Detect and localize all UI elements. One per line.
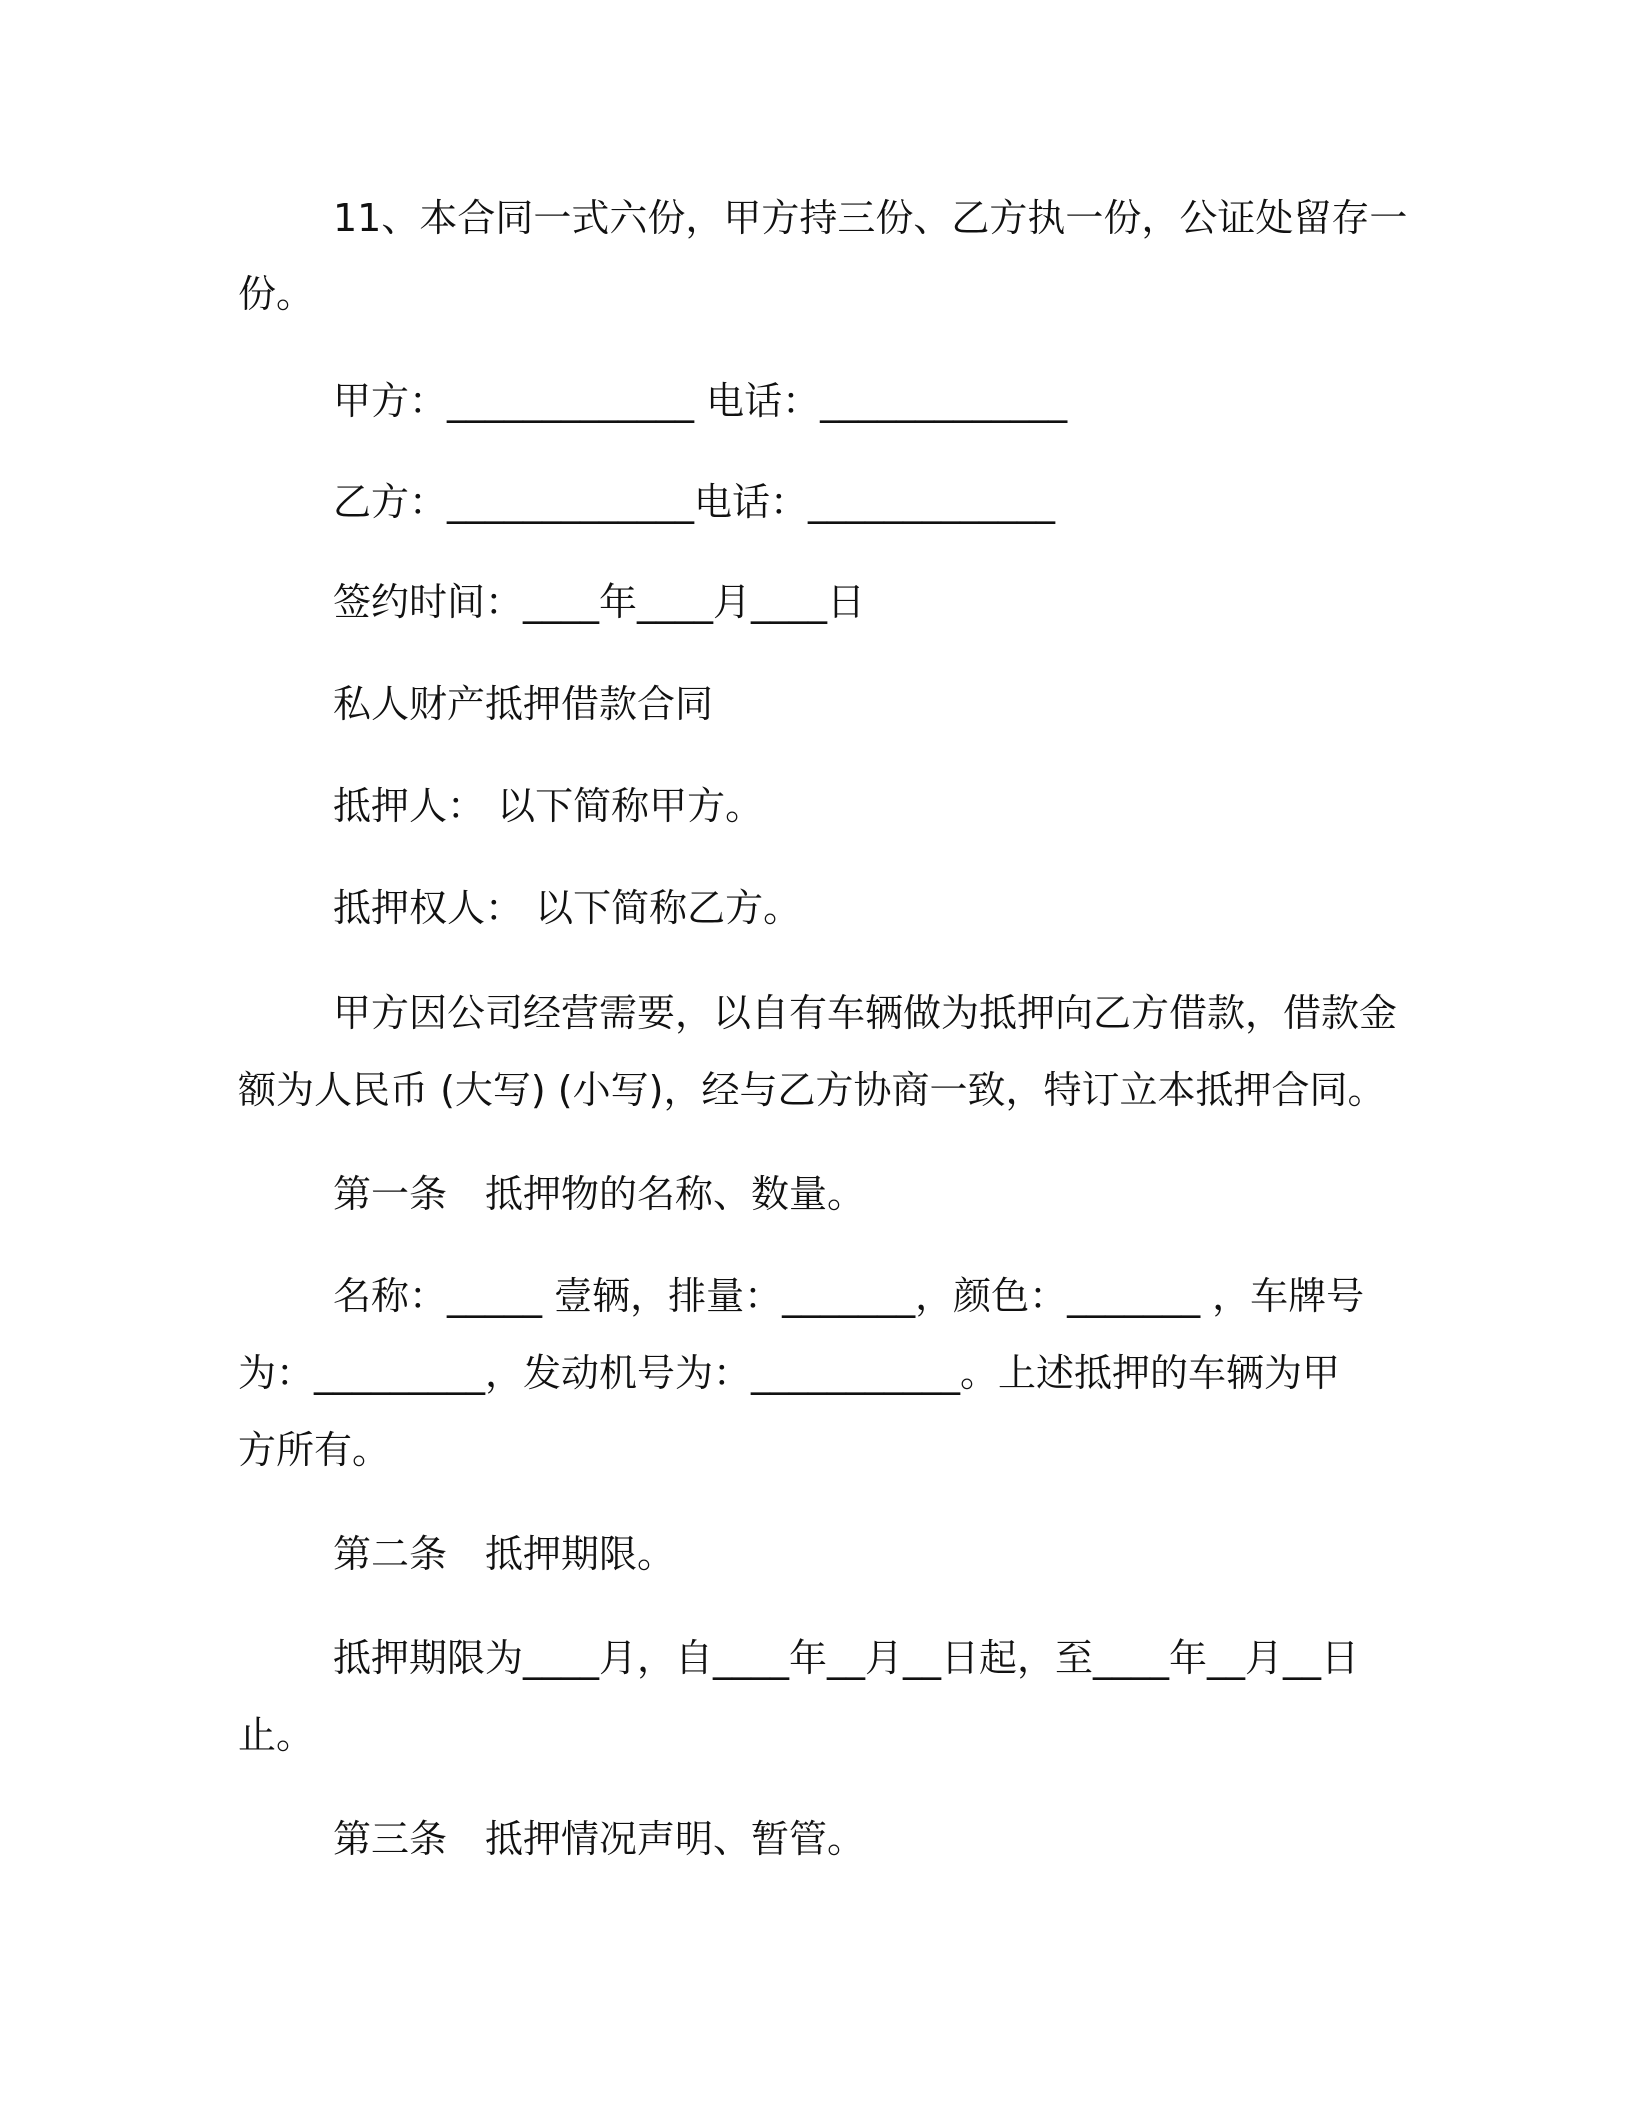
article-2-text: 抵押期限为____月，自____年__月__日起，至____年__月__日	[333, 1636, 1360, 1680]
clause-11-text: 11、本合同一式六份，甲方持三份、乙方执一份，公证处留存一	[333, 196, 1408, 240]
party-b-signature-line: 乙方：_____________电话：_____________	[333, 480, 1056, 524]
article-1-heading: 第一条 抵押物的名称、数量。	[333, 1172, 866, 1216]
article-2-text-continued: 止。	[238, 1713, 315, 1757]
clause-11-text-continued: 份。	[238, 272, 315, 316]
article-3-heading: 第三条 抵押情况声明、暂管。	[333, 1817, 866, 1861]
preamble-text: 甲方因公司经营需要，以自有车辆做为抵押向乙方借款，借款金	[333, 991, 1398, 1035]
sign-date-line: 签约时间：____年____月____日	[333, 580, 866, 624]
article-2-heading: 第二条 抵押期限。	[333, 1532, 676, 1576]
contract-title: 私人财产抵押借款合同	[333, 682, 714, 726]
article-1-text-end: 方所有。	[238, 1428, 391, 1472]
mortgagee-line: 抵押权人： 以下简称乙方。	[333, 886, 802, 930]
article-1-text: 名称：_____ 壹辆，排量：_______，颜色：_______ ，车牌号	[333, 1274, 1365, 1318]
party-a-signature-line: 甲方：_____________ 电话：_____________	[333, 379, 1068, 423]
mortgagor-line: 抵押人： 以下简称甲方。	[333, 784, 764, 828]
preamble-text-continued: 额为人民币 (大写) (小写)，经与乙方协商一致，特订立本抵押合同。	[238, 1068, 1386, 1112]
article-1-text-continued: 为：_________，发动机号为：___________。上述抵押的车辆为甲	[238, 1351, 1341, 1395]
